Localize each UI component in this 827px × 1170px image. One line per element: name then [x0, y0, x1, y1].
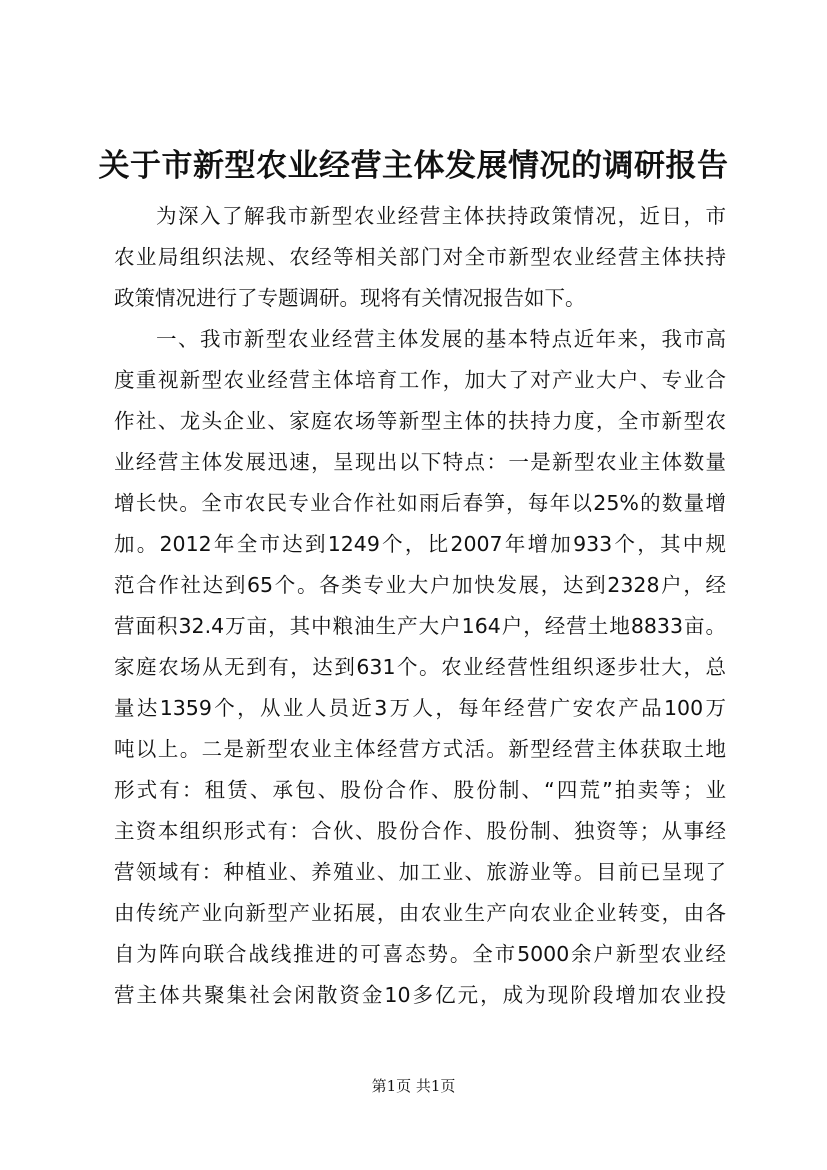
- paragraph-line: 由传统产业向新型产业拓展，由农业生产向农业企业转变，由各: [114, 901, 726, 925]
- paragraph-line: 主资本组织形式有：合伙、股份合作、股份制、独资等；从事经: [114, 819, 726, 843]
- paragraph-line: 家庭农场从无到有，达到631个。农业经营性组织逐步壮大，总: [114, 655, 726, 679]
- paragraph-line: 业经营主体发展迅速，呈现出以下特点：一是新型农业主体数量: [114, 450, 726, 474]
- page-number-footer: 第1页 共1页: [371, 1077, 456, 1095]
- document-title: 关于市新型农业经营主体发展情况的调研报告: [98, 148, 729, 184]
- paragraph-line: 量达1359个，从业人员近3万人，每年经营广安农产品100万: [114, 696, 726, 720]
- paragraph-line: 一、我市新型农业经营主体发展的基本特点近年来，我市高: [156, 327, 726, 351]
- paragraph-line: 为深入了解我市新型农业经营主体扶持政策情况，近日，市: [156, 204, 726, 228]
- paragraph-line: 营领域有：种植业、养殖业、加工业、旅游业等。目前已呈现了: [114, 860, 726, 884]
- document-body: [114, 196, 726, 1016]
- paragraph-line: 度重视新型农业经营主体培育工作，加大了对产业大户、专业合: [114, 368, 726, 392]
- paragraph-line: 加。2012年全市达到1249个，比2007年增加933个，其中规: [114, 532, 726, 556]
- paragraph-line: 范合作社达到65个。各类专业大户加快发展，达到2328户，经: [114, 573, 726, 597]
- paragraph-line: 营主体共聚集社会闲散资金10多亿元，成为现阶段增加农业投: [114, 983, 726, 1007]
- paragraph-line: 自为阵向联合战线推进的可喜态势。全市5000余户新型农业经: [114, 942, 726, 966]
- paragraph-line: 农业局组织法规、农经等相关部门对全市新型农业经营主体扶持: [114, 245, 726, 269]
- paragraph-line: 形式有：租赁、承包、股份合作、股份制、“四荒”拍卖等；业: [114, 778, 726, 802]
- paragraph-line: 增长快。全市农民专业合作社如雨后春笋，每年以25%的数量增: [114, 491, 726, 515]
- paragraph-line: 吨以上。二是新型农业主体经营方式活。新型经营主体获取土地: [114, 737, 726, 761]
- paragraph-line: 政策情况进行了专题调研。现将有关情况报告如下。: [114, 286, 586, 310]
- paragraph-line: 营面积32.4万亩，其中粮油生产大户164户，经营土地8833亩。: [114, 614, 726, 638]
- paragraph-line: 作社、龙头企业、家庭农场等新型主体的扶持力度，全市新型农: [114, 409, 726, 433]
